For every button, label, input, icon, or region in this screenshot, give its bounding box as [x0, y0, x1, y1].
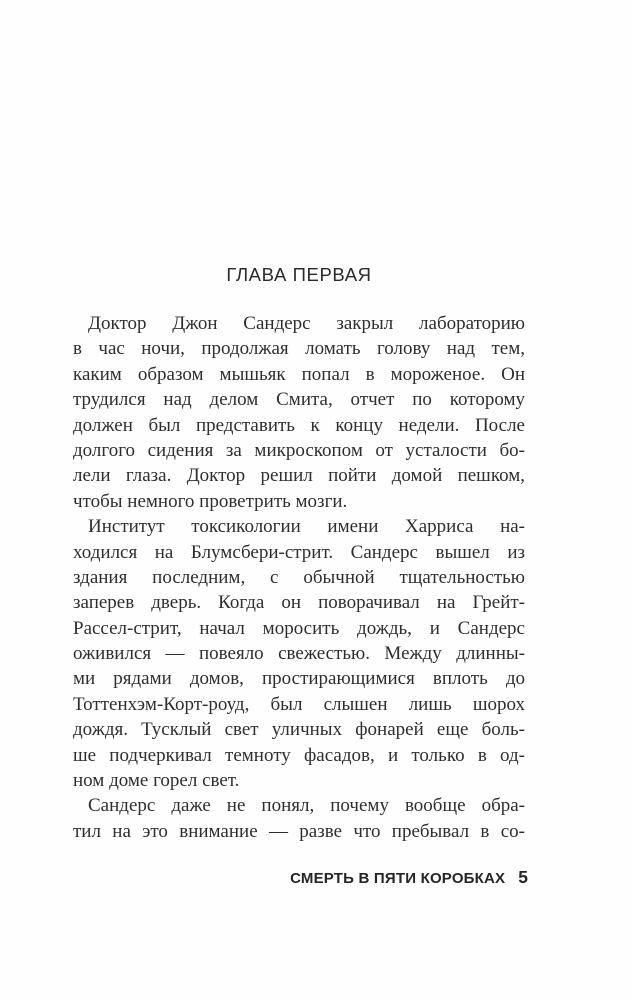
text-line: Сандерс даже не понял, почему вообще обра-: [88, 795, 525, 817]
text-line: долгого сидения за микроскопом от усталости бо-: [73, 439, 525, 461]
text-line: каким образом мышьяк попал в мороженое. Он: [73, 363, 525, 385]
text-line: ходился на Блумсбери-стрит. Сандерс вышел из: [73, 541, 525, 563]
text-line: лели глаза. Доктор решил пойти домой пешком,: [73, 465, 525, 487]
text-line: ше подчеркивал темноту фасадов, и только в од-: [73, 744, 525, 766]
text-line: трудился над делом Смита, отчет по которому: [73, 389, 525, 411]
text-line: дождя. Тусклый свет уличных фонарей еще боль-: [73, 719, 525, 741]
running-title: СМЕРТЬ В ПЯТИ КОРОБКАХ: [290, 870, 506, 887]
text-line: в час ночи, продолжая ломать голову над тем,: [73, 338, 525, 360]
text-line: Тоттенхэм-Корт-роуд, был слышен лишь шорох: [73, 693, 525, 715]
text-line: тил на это внимание — разве что пребывал в со-: [73, 820, 525, 842]
text-line: оживился — повеяло свежестью. Между длинны-: [73, 643, 525, 665]
page-footer: [73, 869, 528, 887]
text-line: Доктор Джон Сандерс закрыл лабораторию: [88, 313, 525, 334]
page-number: 5: [518, 867, 528, 887]
text-line: Рассел-стрит, начал моросить дождь, и Сандерс: [73, 617, 525, 639]
text-line: ми рядами домов, простирающимися вплоть до: [73, 668, 525, 690]
text-line: заперев дверь. Когда он поворачивал на Грейт-: [73, 592, 525, 614]
text-line: чтобы немного проветрить мозги.: [73, 490, 348, 512]
text-line: должен был представить к концу недели. После: [73, 414, 525, 436]
paragraph: [73, 311, 525, 514]
text-line: ном доме горел свет.: [73, 770, 240, 792]
body-text-block: [73, 311, 525, 844]
paragraph: [73, 793, 525, 844]
paragraph: [73, 514, 525, 793]
text-line: Институт токсикологии имени Харриса на-: [88, 516, 525, 538]
chapter-heading: ГЛАВА ПЕРВАЯ: [226, 264, 372, 285]
text-line: здания последним, с обычной тщательностью: [73, 566, 525, 588]
